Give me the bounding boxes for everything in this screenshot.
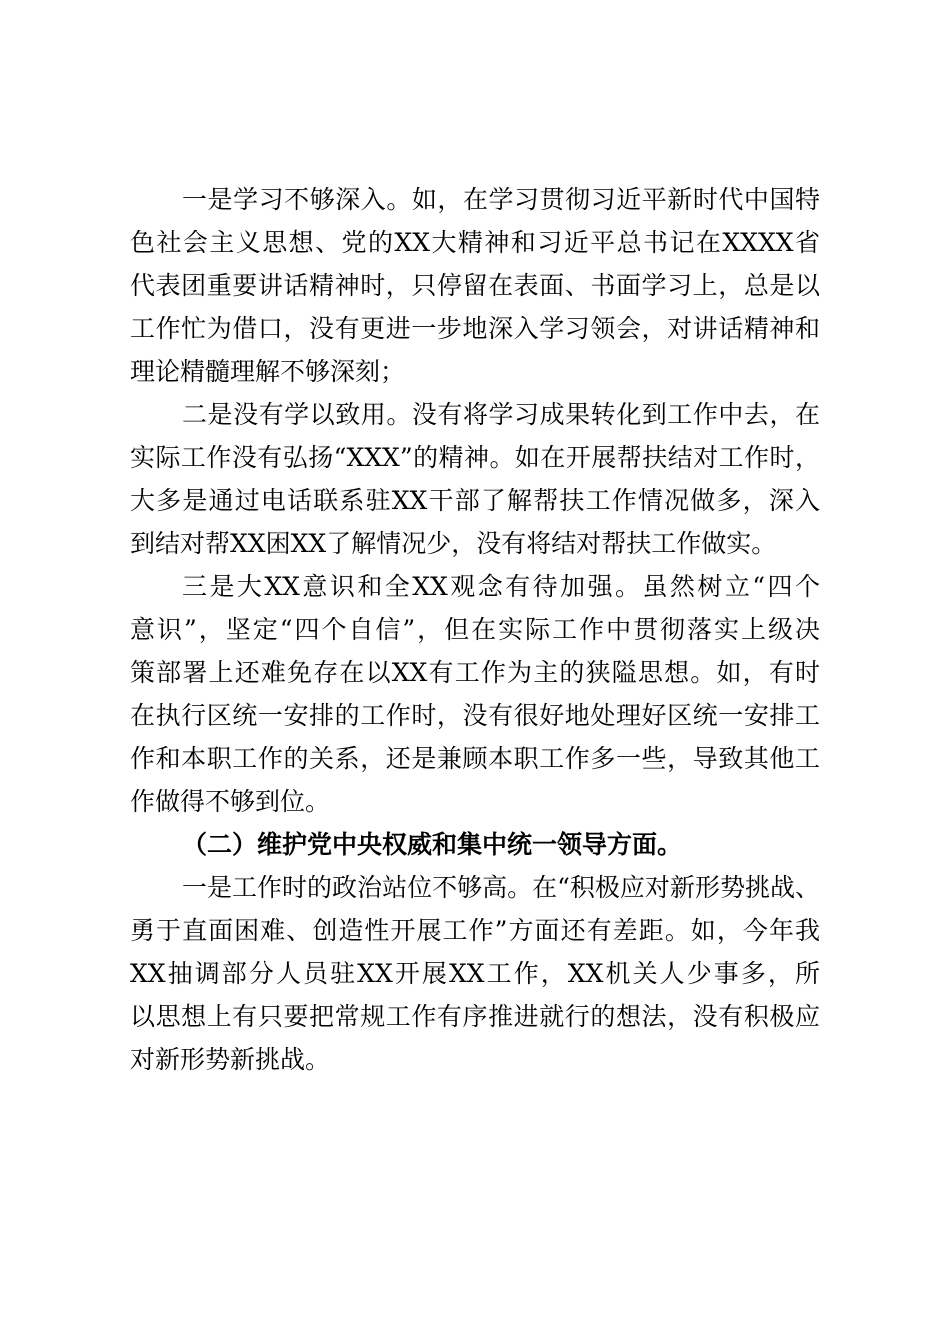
paragraph — [130, 178, 820, 393]
text-line: 实际工作没有弘扬“XXX”的精神。如在开展帮扶结对工作时， — [130, 443, 820, 472]
text-line: XX抽调部分人员驻XX开展XX工作，XX机关人少事多，所 — [130, 959, 820, 988]
text-line: 到结对帮XX困XX了解情况少，没有将结对帮扶工作做实。 — [130, 529, 777, 558]
text-line: （二）维护党中央权威和集中统一领导方面。 — [182, 830, 683, 859]
text-line: 色社会主义思想、党的XX大精神和习近平总书记在XXXX省 — [130, 228, 820, 257]
section-heading — [130, 823, 820, 866]
text-line: 理论精髓理解不够深刻； — [130, 357, 406, 386]
text-line: 一是学习不够深入。如，在学习贯彻习近平新时代中国特 — [182, 185, 820, 214]
text-line: 作做得不够到位。 — [130, 787, 331, 816]
paragraph — [130, 393, 820, 565]
text-line: 二是没有学以致用。没有将学习成果转化到工作中去，在 — [182, 400, 820, 429]
paragraph — [130, 565, 820, 823]
document-page — [130, 178, 820, 1081]
text-line: 作和本职工作的关系，还是兼顾本职工作多一些，导致其他工 — [130, 744, 820, 773]
text-line: 三是大XX意识和全XX观念有待加强。虽然树立“四个 — [182, 572, 820, 601]
text-line: 工作忙为借口，没有更进一步地深入学习领会，对讲话精神和 — [130, 314, 820, 343]
paragraph — [130, 866, 820, 1081]
text-line: 大多是通过电话联系驻XX干部了解帮扶工作情况做多，深入 — [130, 486, 820, 515]
text-line: 勇于直面困难、创造性开展工作”方面还有差距。如，今年我 — [130, 916, 820, 945]
text-line: 意识”，坚定“四个自信”，但在实际工作中贯彻落实上级决 — [130, 615, 820, 644]
text-line: 一是工作时的政治站位不够高。在“积极应对新形势挑战、 — [182, 873, 820, 902]
text-line: 策部署上还难免存在以XX有工作为主的狭隘思想。如，有时 — [130, 658, 820, 687]
text-line: 以思想上有只要把常规工作有序推进就行的想法，没有积极应 — [130, 1002, 820, 1031]
text-line: 在执行区统一安排的工作时，没有很好地处理好区统一安排工 — [130, 701, 820, 730]
text-line: 代表团重要讲话精神时，只停留在表面、书面学习上，总是以 — [130, 271, 820, 300]
text-line: 对新形势新挑战。 — [130, 1045, 331, 1074]
